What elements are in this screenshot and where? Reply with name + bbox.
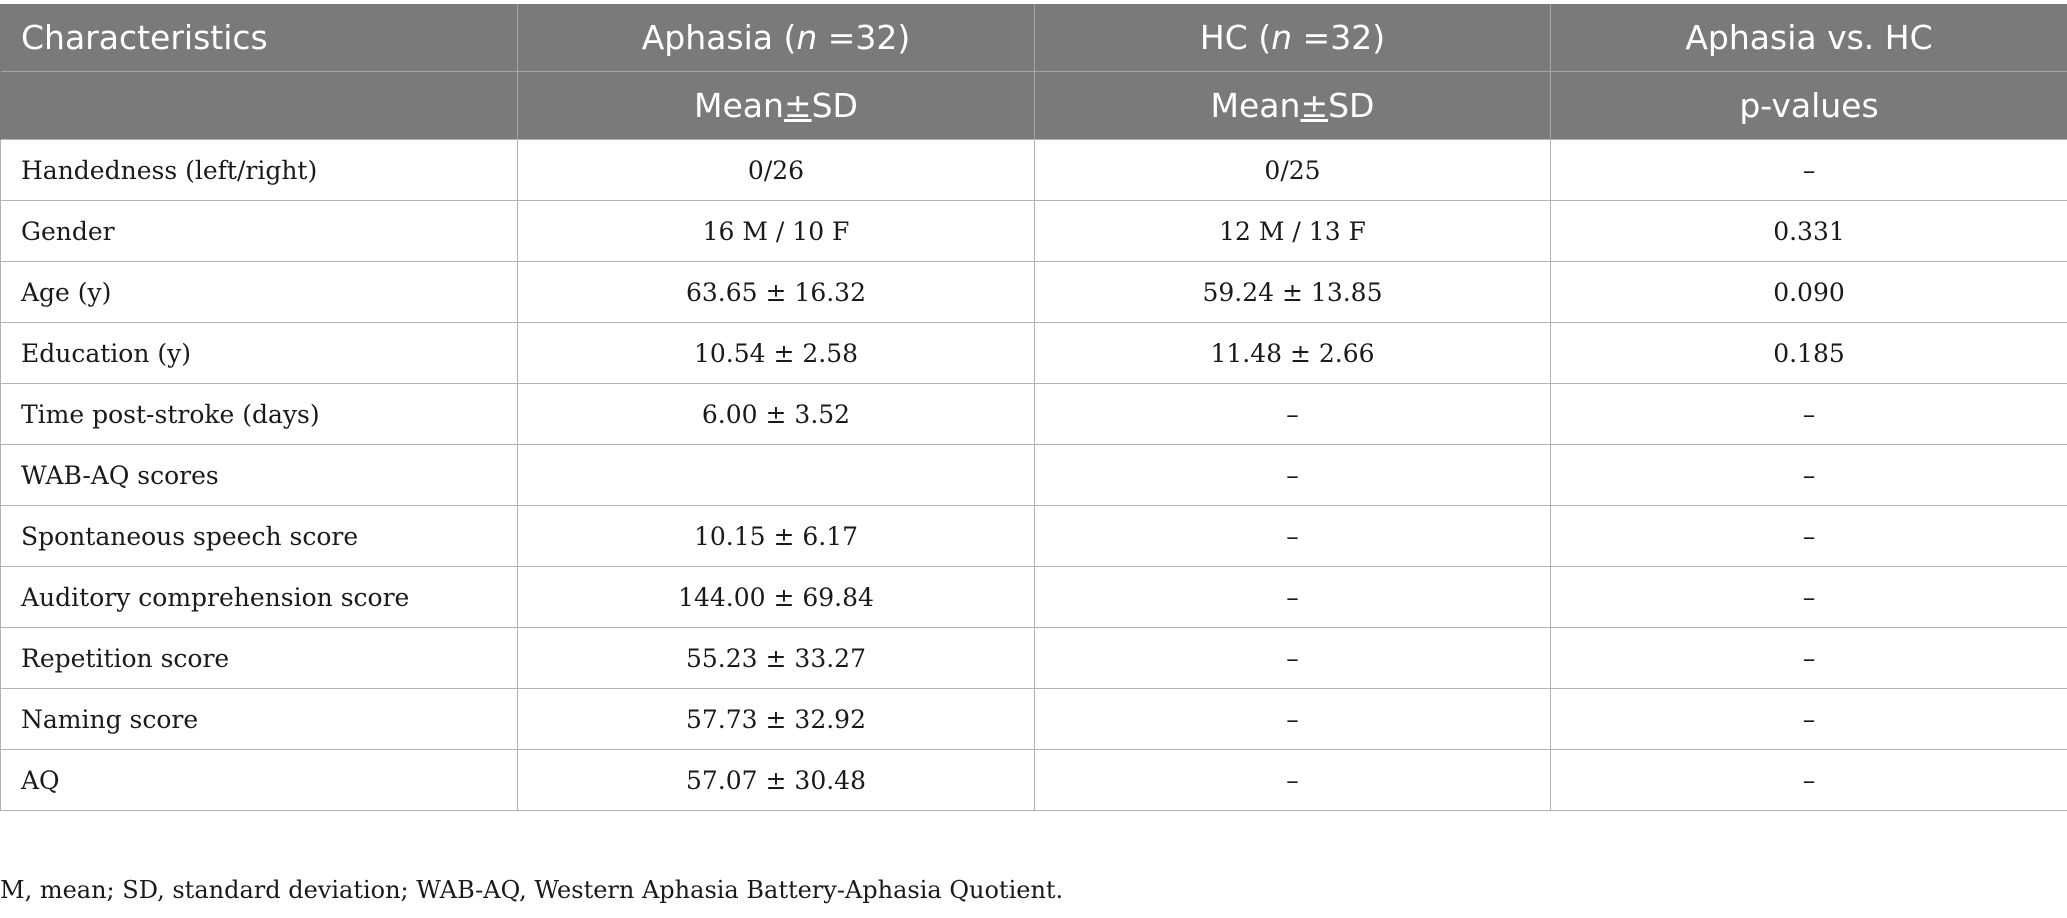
header-hc-n: n xyxy=(1271,18,1293,57)
cell-pvalue: – xyxy=(1551,567,2067,628)
header-hc-stat xyxy=(1035,72,1551,140)
table-row xyxy=(1,750,2067,811)
table-row xyxy=(1,384,2067,445)
cell-aphasia: 55.23 ± 33.27 xyxy=(518,628,1035,689)
table-row xyxy=(1,567,2067,628)
cell-hc: – xyxy=(1035,689,1551,750)
cell-characteristic: Age (y) xyxy=(1,262,518,323)
cell-hc: – xyxy=(1035,384,1551,445)
header-aphasia-stat xyxy=(518,72,1035,140)
cell-pvalue: 0.090 xyxy=(1551,262,2067,323)
header-hc-pm: ± xyxy=(1300,86,1329,125)
table-footnote: M, mean; SD, standard deviation; WAB-AQ, Western Aphasia Battery-Aphasia Quotient. xyxy=(0,876,1064,904)
cell-aphasia: 144.00 ± 69.84 xyxy=(518,567,1035,628)
cell-characteristic: Auditory comprehension score xyxy=(1,567,518,628)
cell-characteristic: Gender xyxy=(1,201,518,262)
cell-aphasia: 16 M / 10 F xyxy=(518,201,1035,262)
cell-aphasia: 6.00 ± 3.52 xyxy=(518,384,1035,445)
cell-pvalue: – xyxy=(1551,628,2067,689)
cell-characteristic: Spontaneous speech score xyxy=(1,506,518,567)
header-aphasia-prefix: Aphasia ( xyxy=(641,18,797,57)
cell-characteristic: Naming score xyxy=(1,689,518,750)
cell-characteristic: WAB-AQ scores xyxy=(1,445,518,506)
cell-characteristic: Handedness (left/right) xyxy=(1,140,518,201)
header-hc-sd: SD xyxy=(1328,86,1375,125)
cell-hc: 59.24 ± 13.85 xyxy=(1035,262,1551,323)
cell-characteristic: Education (y) xyxy=(1,323,518,384)
cell-hc: 0/25 xyxy=(1035,140,1551,201)
cell-pvalue: – xyxy=(1551,445,2067,506)
cell-hc: – xyxy=(1035,506,1551,567)
cell-aphasia: 10.54 ± 2.58 xyxy=(518,323,1035,384)
header-aphasia-sd: SD xyxy=(811,86,858,125)
cell-hc: 12 M / 13 F xyxy=(1035,201,1551,262)
header-pvalues: p-values xyxy=(1551,72,2067,140)
cell-aphasia xyxy=(518,445,1035,506)
cell-characteristic: Time post-stroke (days) xyxy=(1,384,518,445)
header-aphasia-mean: Mean xyxy=(694,86,784,125)
table-row xyxy=(1,445,2067,506)
header-hc-group xyxy=(1035,4,1551,72)
header-aphasia-pm: ± xyxy=(783,86,812,125)
table-row xyxy=(1,628,2067,689)
cell-hc: – xyxy=(1035,750,1551,811)
table-row xyxy=(1,262,2067,323)
cell-hc: – xyxy=(1035,567,1551,628)
header-hc-n-value: =32) xyxy=(1292,18,1386,57)
cell-aphasia: 0/26 xyxy=(518,140,1035,201)
table-row xyxy=(1,140,2067,201)
header-aphasia-group xyxy=(518,4,1035,72)
table-header xyxy=(1,4,2067,140)
header-aphasia-n-value: =32) xyxy=(817,18,911,57)
table-row xyxy=(1,201,2067,262)
cell-aphasia: 57.73 ± 32.92 xyxy=(518,689,1035,750)
table-row xyxy=(1,689,2067,750)
cell-aphasia: 63.65 ± 16.32 xyxy=(518,262,1035,323)
cell-hc: 11.48 ± 2.66 xyxy=(1035,323,1551,384)
header-row-sub xyxy=(1,72,2067,140)
header-hc-prefix: HC ( xyxy=(1199,18,1272,57)
cell-pvalue: – xyxy=(1551,140,2067,201)
cell-aphasia: 57.07 ± 30.48 xyxy=(518,750,1035,811)
cell-pvalue: 0.185 xyxy=(1551,323,2067,384)
cell-characteristic: Repetition score xyxy=(1,628,518,689)
table-body xyxy=(1,140,2067,811)
header-hc-mean: Mean xyxy=(1210,86,1301,125)
cell-pvalue: – xyxy=(1551,384,2067,445)
cell-hc: – xyxy=(1035,445,1551,506)
cell-pvalue: – xyxy=(1551,750,2067,811)
cell-aphasia: 10.15 ± 6.17 xyxy=(518,506,1035,567)
header-aphasia-n: n xyxy=(796,18,818,57)
cell-characteristic: AQ xyxy=(1,750,518,811)
table-row xyxy=(1,323,2067,384)
cell-hc: – xyxy=(1035,628,1551,689)
header-row-top xyxy=(1,4,2067,72)
header-characteristics: Characteristics xyxy=(1,4,518,72)
cell-pvalue: – xyxy=(1551,689,2067,750)
cell-pvalue: – xyxy=(1551,506,2067,567)
header-empty-cell xyxy=(1,72,518,140)
table-row xyxy=(1,506,2067,567)
characteristics-table xyxy=(0,4,2067,811)
cell-pvalue: 0.331 xyxy=(1551,201,2067,262)
header-comparison: Aphasia vs. HC xyxy=(1551,4,2067,72)
